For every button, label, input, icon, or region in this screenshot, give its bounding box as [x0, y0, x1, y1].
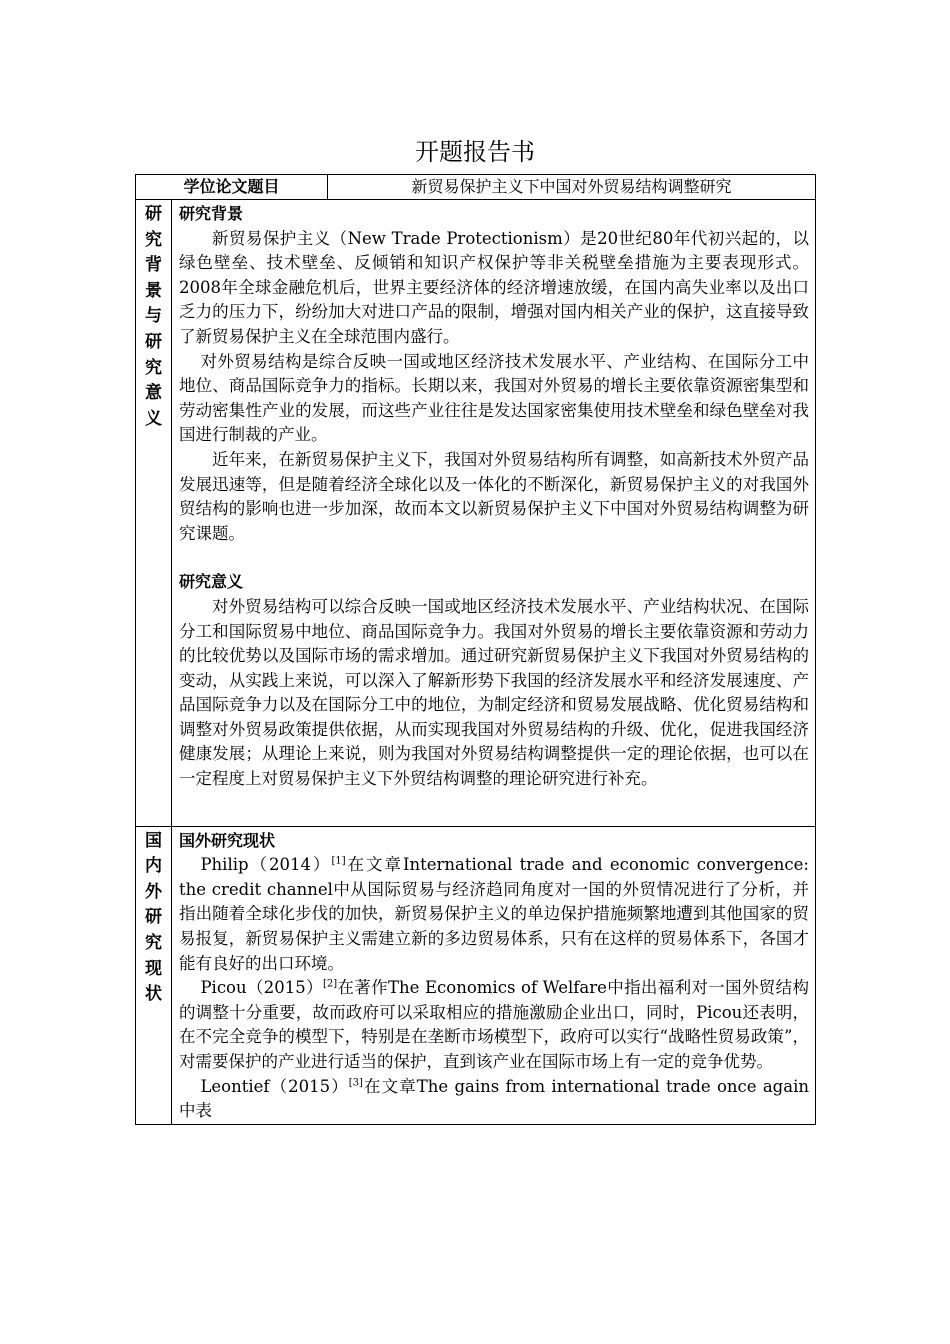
thesis-title-row: [136, 175, 816, 200]
citation-text: 在著作The Economics of Welfare中指出福利对一国外贸结构的调整十分重要，故而政府可以采取相应的措施激励企业出口，同时，Picou还表明，在不完全竞争的模型下，特别是在垄断市场模型下，政府可以实行“战略性贸易政策”，对需要保护的产业进行适当的保护，直到该产业在国际市场上有一定的竞争优势。: [179, 978, 809, 1071]
side-char: 研: [145, 331, 162, 352]
side-char: 外: [145, 881, 162, 902]
side-char: 国: [145, 830, 162, 851]
citation-author: Philip（2014）: [200, 855, 332, 875]
side-char: 研: [145, 907, 162, 928]
literature-paragraph: [179, 1075, 809, 1124]
background-significance-content: [172, 200, 816, 827]
proposal-table: [135, 174, 816, 1125]
side-char: 究: [145, 933, 162, 954]
citation-author: Picou（2015）: [200, 978, 323, 998]
side-char: 景: [145, 280, 162, 301]
background-significance-side-label: [136, 200, 172, 827]
citation-ref: [1]: [331, 855, 346, 867]
research-status-row: [136, 826, 816, 1124]
spacer: [179, 546, 809, 570]
literature-paragraph: [179, 976, 809, 1074]
significance-heading: 研究意义: [179, 572, 244, 592]
citation-text: 在文章The gains from international trade once again中表: [179, 1076, 809, 1121]
background-paragraph: 新贸易保护主义（New Trade Protectionism）是20世纪80年代初兴起的，以绿色壁垒、技术壁垒、反倾销和知识产权保护等非关税壁垒措施为主要表现形式。2008年全球金融危机后，世界主要经济体的经济增速放缓，在国内高失业率以及出口乏力的压力下，纷纷加大对进口产品的限制，增强对国内相关产业的保护，这直接导致了新贸易保护主义在全球范围内盛行。: [179, 228, 809, 346]
citation-author: Leontief（2015）: [200, 1076, 349, 1096]
side-char: 究: [145, 229, 162, 250]
background-significance-row: [136, 200, 816, 827]
side-char: 背: [145, 255, 162, 276]
research-status-content: [172, 826, 816, 1124]
side-char: 与: [145, 306, 162, 327]
significance-paragraph: 对外贸易结构可以综合反映一国或地区经济技术发展水平、产业结构状况、在国际分工和国际贸易中地位、商品国际竞争力。我国对外贸易的增长主要依靠资源和劳动力的比较优势以及国际市场的需求增加。通过研究新贸易保护主义下我国对外贸易结构的变动，从实践上来说，可以深入了解新形势下我国的经济发展水平和经济发展速度、产品国际竞争力以及在国际分工中的地位，为制定经济和贸易发展战略、优化贸易结构和调整对外贸易政策提供依据，从而实现我国对外贸易结构的升级、优化，促进我国经济健康发展；从理论上来说，则为我国对外贸易结构调整提供一定的理论依据，也可以在一定程度上对贸易保护主义下外贸结构调整的理论研究进行补充。: [179, 596, 809, 789]
side-char: 意: [145, 383, 162, 404]
research-status-side-label: [136, 826, 172, 1124]
background-paragraph: 近年来，在新贸易保护主义下，我国对外贸易结构所有调整，如高新技术外贸产品发展迅速等，但是随着经济全球化以及一体化的不断深化，新贸易保护主义的对我国外贸结构的影响也进一步加深，故而本文以新贸易保护主义下中国对外贸易结构调整为研究课题。: [179, 449, 809, 543]
citation-text: 在文章International trade and economic convergence: the credit channel中从国际贸易与经济趋同角度对一国的外贸情况进行了分析，并指出随着全球化步伐的加快，新贸易保护主义的单边保护措施频繁地遭到其他国家的贸易报复，新贸易保护主义需建立新的多边贸易体系，只有在这样的贸易体系下，各国才能有良好的出口环境。: [179, 855, 809, 973]
literature-paragraph: [179, 853, 809, 976]
side-char: 内: [145, 856, 162, 877]
side-char: 现: [145, 958, 162, 979]
citation-ref: [3]: [348, 1077, 363, 1089]
citation-ref: [2]: [322, 978, 338, 990]
background-heading: 研究背景: [179, 204, 244, 223]
page-title: 开题报告书: [415, 138, 535, 166]
side-char: 义: [145, 408, 162, 429]
spacer: [179, 792, 809, 826]
side-char: 状: [145, 984, 162, 1005]
side-char: 研: [145, 204, 162, 224]
foreign-research-heading: 国外研究现状: [179, 830, 276, 850]
side-char: 究: [145, 357, 162, 378]
background-paragraph: 对外贸易结构是综合反映一国或地区经济技术发展水平、产业结构、在国际分工中地位、商品国际竞争力的指标。长期以来，我国对外贸易的增长主要依靠资源密集型和劳动密集性产业的发展，而这些产业往往是发达国家密集使用技术壁垒和绿色壁垒对我国进行制裁的产业。: [179, 351, 809, 445]
thesis-title-value: 新贸易保护主义下中国对外贸易结构调整研究: [328, 175, 816, 200]
thesis-title-label: 学位论文题目: [136, 175, 328, 200]
